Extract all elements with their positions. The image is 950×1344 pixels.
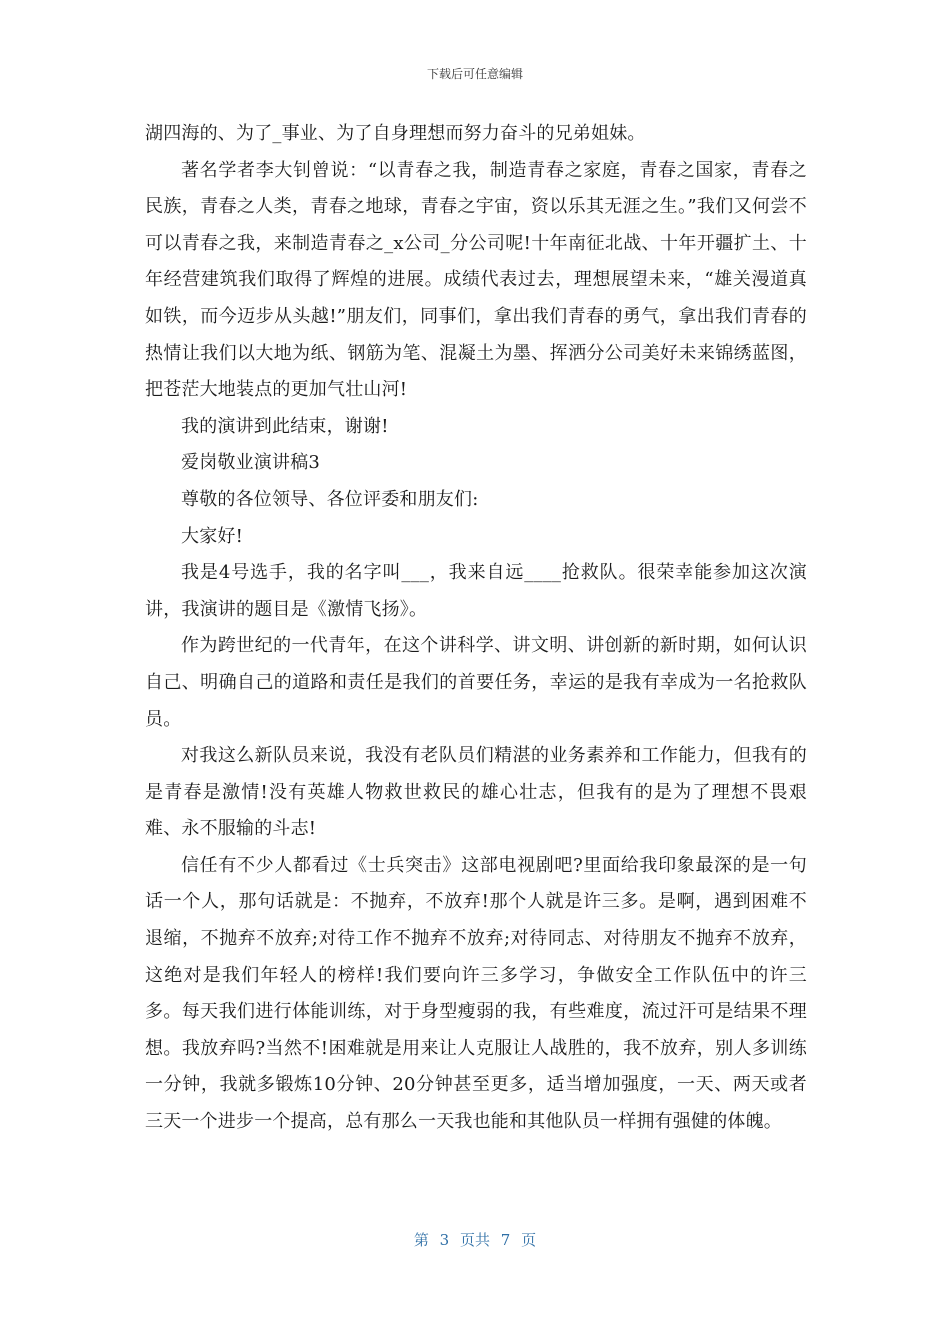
page-number: 第 3 页共 7 页 — [413, 1231, 537, 1249]
paragraph-greeting: 大家好! — [181, 525, 244, 547]
paragraph-closing: 我的演讲到此结束，谢谢! — [181, 415, 389, 437]
paragraph-salutation: 尊敬的各位领导、各位评委和朋友们: — [181, 488, 479, 510]
page-header: 下载后可任意编辑 — [426, 67, 523, 81]
paragraph-youth: 作为跨世纪的一代青年，在这个讲科学、讲文明、讲创新的新时期，如何认识自己、明确自己的道路和责任是我们的首要任务，幸运的是我有幸成为一名抢救队员。 — [145, 635, 807, 730]
document-body — [145, 116, 807, 1141]
paragraph-quote: 著名学者李大钊曾说：“以青春之我，制造青春之家庭，青春之国家，青春之民族，青春之人类，青春之地球，青春之宇宙，资以乐其无涯之生。”我们又何尝不可以青春之我，来制造青春之_x公司_分公司呢!十年南征北战、十年开疆扩土、十年经营建筑我们取得了辉煌的进展。成绩代表过去，理想展望未来，“雄关漫道真如铁，而今迈步从头越!”朋友们，同事们，拿出我们青春的勇气，拿出我们青春的热情让我们以大地为纸、钢筋为笔、混凝土为墨、挥洒分公司美好未来锦绣蓝图，把苍茫大地装点的更加气壮山河! — [145, 159, 807, 401]
paragraph-continuation: 湖四海的、为了_事业、为了自身理想而努力奋斗的兄弟姐妹。 — [145, 123, 646, 144]
paragraph-intro: 我是4号选手，我的名字叫___，我来自远____抢救队。很荣幸能参加这次演讲，我演讲的题目是《激情飞扬》。 — [145, 562, 807, 620]
paragraph-passion: 对我这么新队员来说，我没有老队员们精湛的业务素养和工作能力，但我有的是青春是激情!没有英雄人物救世救民的雄心壮志，但我有的是为了理想不畏艰难、永不服输的斗志! — [145, 745, 807, 840]
paragraph-story: 信任有不少人都看过《士兵突击》这部电视剧吧?里面给我印象最深的是一句话一个人，那句话就是：不抛弃，不放弃!那个人就是许三多。是啊，遇到困难不退缩，不抛弃不放弃;对待工作不抛弃不放弃;对待同志、对待朋友不抛弃不放弃，这绝对是我们年轻人的榜样!我们要向许三多学习，争做安全工作队伍中的许三多。每天我们进行体能训练，对于身型瘦弱的我，有些难度，流过汗可是结果不理想。我放弃吗?当然不!困难就是用来让人克服让人战胜的，我不放弃，别人多训练一分钟，我就多锻炼10分钟、20分钟甚至更多，适当增加强度，一天、两天或者三天一个进步一个提高，总有那么一天我也能和其他队员一样拥有强健的体魄。 — [145, 854, 807, 1133]
section-title: 爱岗敬业演讲稿3 — [181, 452, 321, 474]
